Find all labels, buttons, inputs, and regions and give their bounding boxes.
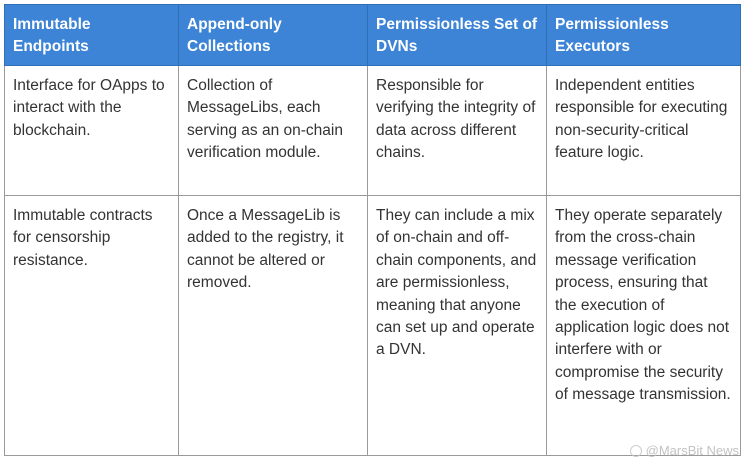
table-row [5,196,741,456]
table-cell: Responsible for verifying the integrity of data across different chains. [368,66,547,196]
table-cell: Once a MessageLib is added to the registry, it cannot be altered or removed. [179,196,368,456]
watermark [630,443,739,458]
header-append-only-collections: Append-only Collections [179,5,368,66]
header-permissionless-executors: Permissionless Executors [547,5,741,66]
table-cell: They can include a mix of on-chain and off-chain components, and are permissionless, meaning that anyone can set up and operate a DVN. [368,196,547,456]
table-row [5,66,741,196]
table-cell: Collection of MessageLibs, each serving as an on-chain verification module. [179,66,368,196]
comparison-table [4,4,741,456]
header-permissionless-dvns: Permissionless Set of DVNs [368,5,547,66]
header-immutable-endpoints: Immutable Endpoints [5,5,179,66]
watermark-text: @MarsBit News [645,443,739,458]
table-cell: Interface for OApps to interact with the blockchain. [5,66,179,196]
header-row [5,5,741,66]
table-cell: Independent entities responsible for executing non-security-critical feature logic. [547,66,741,196]
table-cell: Immutable contracts for censorship resistance. [5,196,179,456]
table-cell: They operate separately from the cross-chain message verification process, ensuring that the execution of application logic does not interfere with or compromise the security of message transmission. [547,196,741,456]
weibo-icon [630,445,642,457]
